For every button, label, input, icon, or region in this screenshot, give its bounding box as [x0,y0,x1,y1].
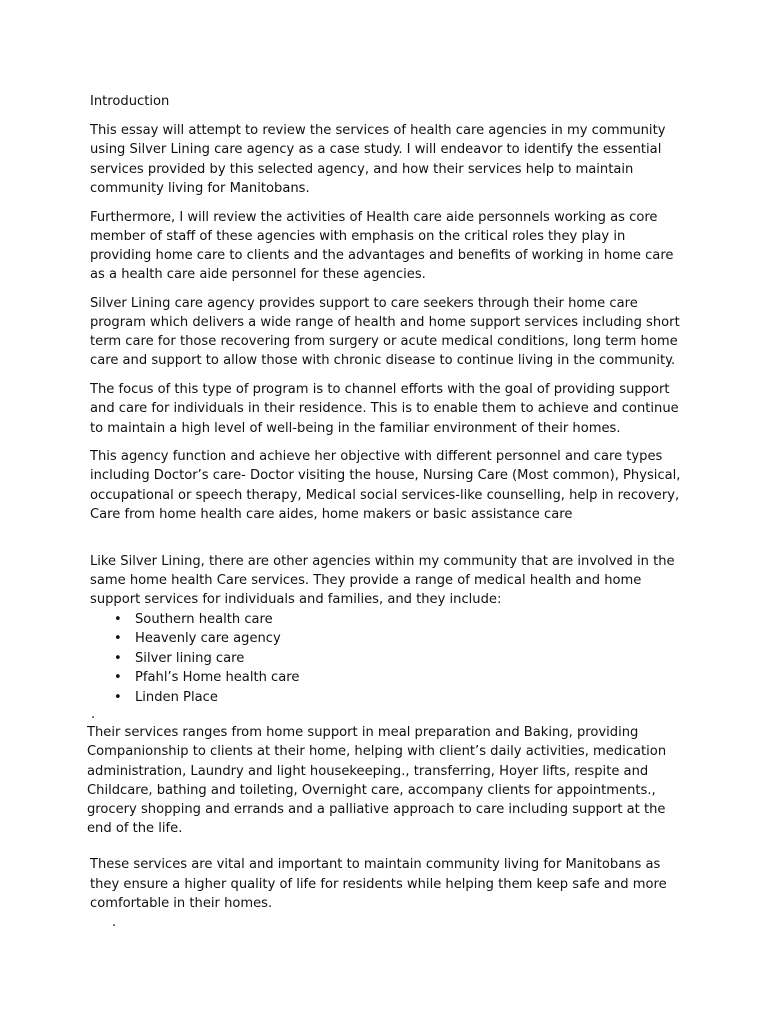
paragraph-purpose: This essay will attempt to review the services of health care agencies in my community using Silver Lining care agency as a case study. I will endeavor to identify the essential services provided by this selected agency, and how their services help to maintain community living for Manitobans. [90,123,666,196]
stray-period: . [91,707,96,723]
bullet-icon: • [114,611,122,627]
section-heading-introduction: Introduction [90,94,170,109]
agency-name: Pfahl’s Home health care [135,670,300,686]
list-item [90,688,690,708]
paragraph-health-care-aides: Furthermore, I will review the activities of Health care aide personnels working as core member of staff of these agencies with emphasis on the critical roles they play in providing home care to clients and the advantages and benefits of working in home care as a health care aide personnel for these agencies. [90,209,674,283]
paragraph-home-care-program: Silver Lining care agency provides support to care seekers through their home care program which delivers a wide range of health and home support services including short term care for those recovering from surgery or acute medical conditions, long term home care and support to allow those with chronic disease to continue living in the community. [90,295,680,369]
agency-name: Linden Place [135,689,218,705]
list-item [90,629,690,649]
paragraph-program-focus: The focus of this type of program is to channel efforts with the goal of providing support and care for individuals in their residence. This is to enable them to achieve and continue to maintain a high level of well-being in the familiar environment of their homes. [90,382,679,436]
bullet-icon: • [114,650,122,666]
paragraph-services: Their services ranges from home support in meal preparation and Baking, providing Companionship to clients at their home, helping with client’s daily activities, medication administration, Laundry and light housekeeping., transferring, Hoyer lifts, respite and Childcare, bathing and toileting, Overnight care, accompany clients for appointments., grocery shopping and errands and a palliative approach to care including support at the end of the life. [87,725,667,837]
agency-name: Southern health care [135,611,273,627]
paragraph-other-agencies: Like Silver Lining, there are other agencies within my community that are involved in the same home health Care services. They provide a range of medical health and home support services for individuals and families, and they include: [90,554,675,608]
paragraph-closing: These services are vital and important to maintain community living for Manitobans as they ensure a higher quality of life for residents while helping them keep safe and more comfortable in their homes. [90,857,667,911]
document-body [87,92,690,933]
bullet-icon: • [114,670,122,686]
bullet-icon: • [114,631,122,647]
list-item [90,668,690,688]
stray-period-end: . [112,915,117,930]
paragraph-care-types: This agency function and achieve her objective with different personnel and care types including Doctor’s care- Doctor visiting the house, Nursing Care (Most common), Physical, occupational or speech therapy, Medical social services-like counselling, help in recovery, Care from home health care aides, home makers or basic assistance care [90,449,681,522]
list-item [90,649,690,669]
list-item [90,610,690,630]
agency-name: Heavenly care agency [135,631,281,647]
agency-name: Silver lining care [135,650,245,666]
bullet-icon: • [114,689,122,705]
agency-list [90,610,690,708]
